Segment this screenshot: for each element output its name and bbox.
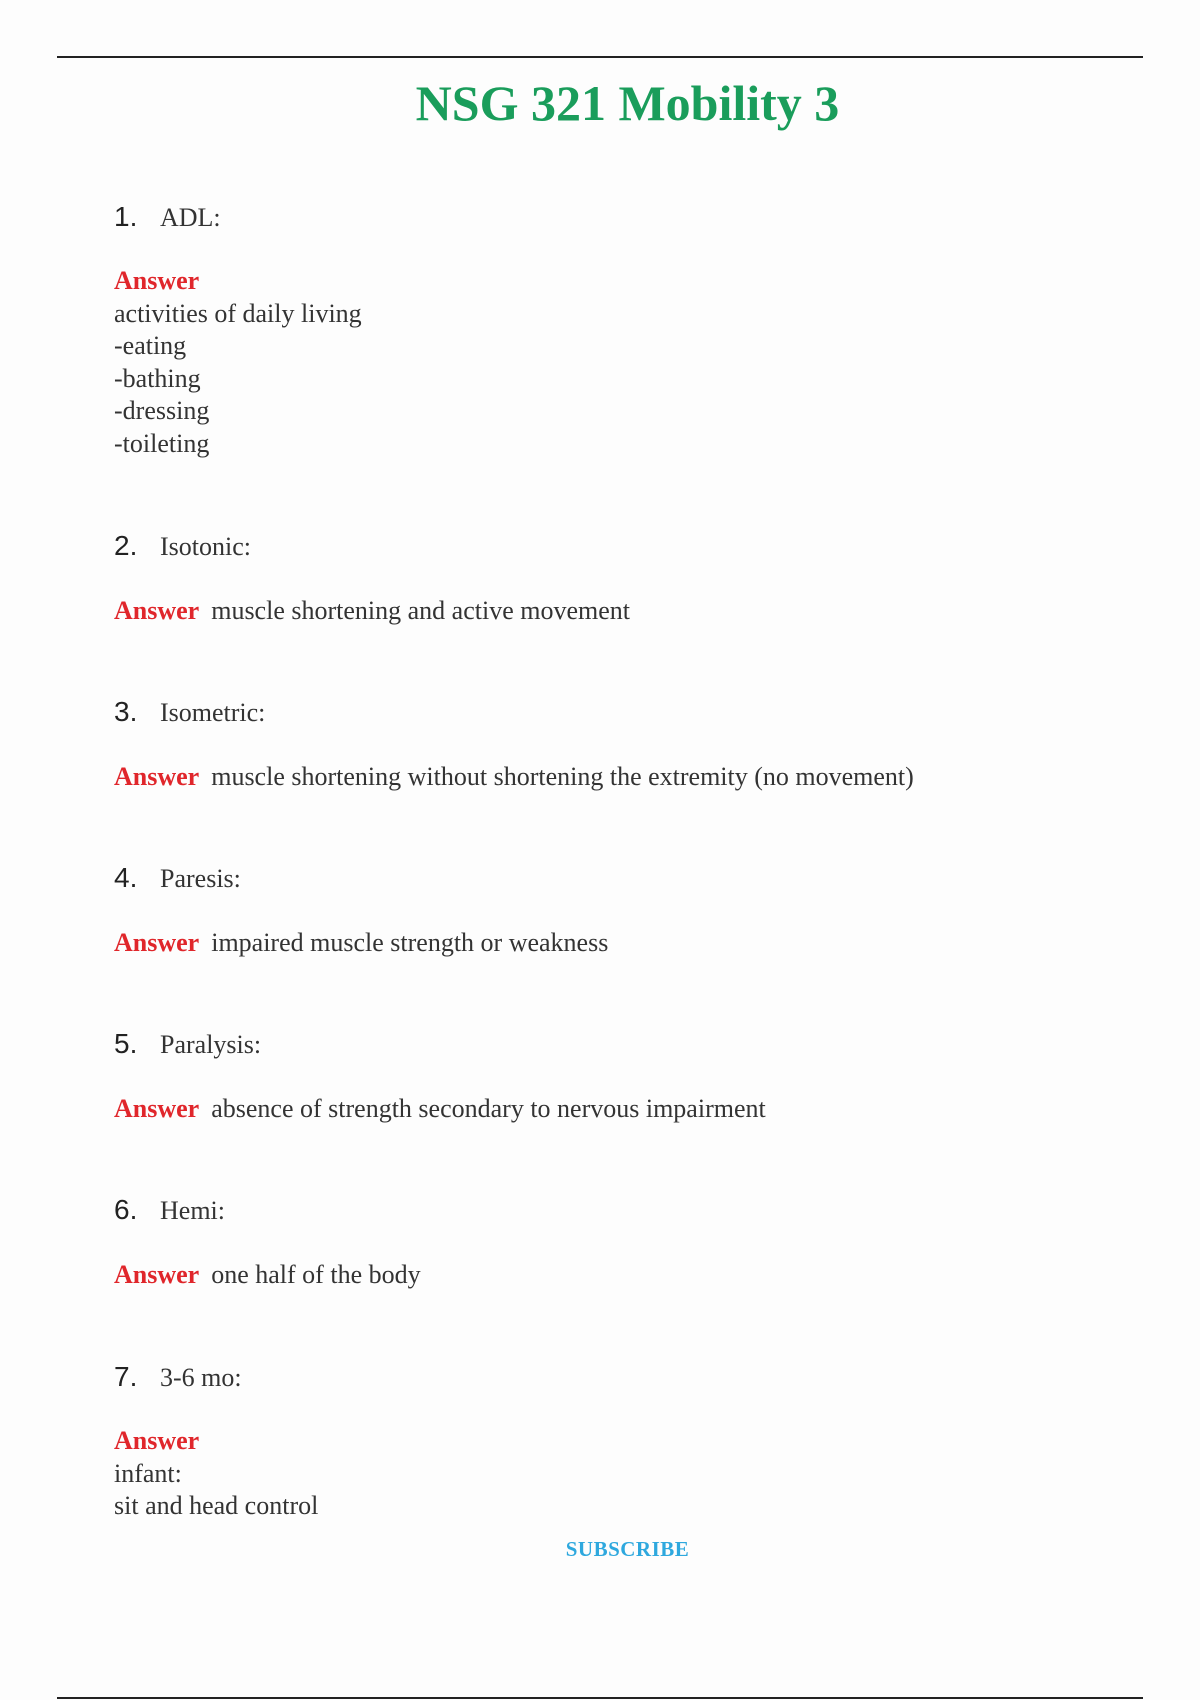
- question-header: [114, 200, 221, 239]
- question-term: Paresis:: [160, 864, 241, 893]
- subscribe-link[interactable]: SUBSCRIBE: [565, 1537, 690, 1561]
- answer-label: Answer: [114, 266, 200, 295]
- question-header: [114, 1193, 225, 1232]
- answer-row: [114, 926, 608, 964]
- question-header: [114, 861, 241, 900]
- question-number: 7.: [114, 1361, 138, 1392]
- answer-text: muscle shortening without shortening the extremity (no movement): [211, 762, 914, 791]
- question-term: Isotonic:: [160, 532, 251, 561]
- question-number: 5.: [114, 1028, 138, 1059]
- answer-row: [114, 1092, 766, 1130]
- answer-block: [114, 1425, 318, 1523]
- page-title: NSG 321 Mobility 3: [415, 75, 840, 131]
- answer-row: [114, 760, 914, 798]
- answer-line: -bathing: [114, 363, 201, 393]
- answer-text: one half of the body: [211, 1260, 421, 1289]
- question-number: 3.: [114, 696, 138, 727]
- question-header: [114, 529, 251, 568]
- answer-text: muscle shortening and active movement: [211, 596, 630, 625]
- answer-line: -toileting: [114, 428, 210, 458]
- question-term: 3-6 mo:: [160, 1363, 242, 1392]
- question-header: [114, 1360, 242, 1399]
- answer-line: activities of daily living: [114, 298, 362, 328]
- answer-line: -eating: [114, 331, 187, 360]
- bottom-divider: [57, 1697, 1143, 1699]
- answer-text: absence of strength secondary to nervous impairment: [211, 1094, 766, 1123]
- question-term: Hemi:: [160, 1196, 225, 1225]
- answer-line: infant:: [114, 1458, 182, 1488]
- answer-row: [114, 1258, 421, 1296]
- question-term: Isometric:: [160, 698, 266, 727]
- question-number: 6.: [114, 1194, 138, 1225]
- question-number: 4.: [114, 862, 138, 893]
- question-term: ADL:: [160, 203, 221, 232]
- answer-block: [114, 265, 362, 460]
- answer-label: Answer: [114, 1426, 200, 1455]
- question-header: [114, 695, 265, 734]
- question-number: 1.: [114, 201, 138, 232]
- answer-label: Answer: [114, 928, 200, 957]
- answer-line: sit and head control: [114, 1491, 319, 1520]
- answer-label: Answer: [114, 596, 200, 625]
- question-number: 2.: [114, 530, 138, 561]
- question-header: [114, 1027, 261, 1066]
- answer-row: [114, 594, 630, 632]
- answer-line: -dressing: [114, 396, 210, 425]
- top-divider: [57, 56, 1143, 58]
- answer-text: impaired muscle strength or weakness: [211, 928, 609, 957]
- answer-label: Answer: [114, 1094, 200, 1123]
- answer-label: Answer: [114, 1260, 200, 1289]
- answer-label: Answer: [114, 762, 200, 791]
- question-term: Paralysis:: [160, 1030, 262, 1059]
